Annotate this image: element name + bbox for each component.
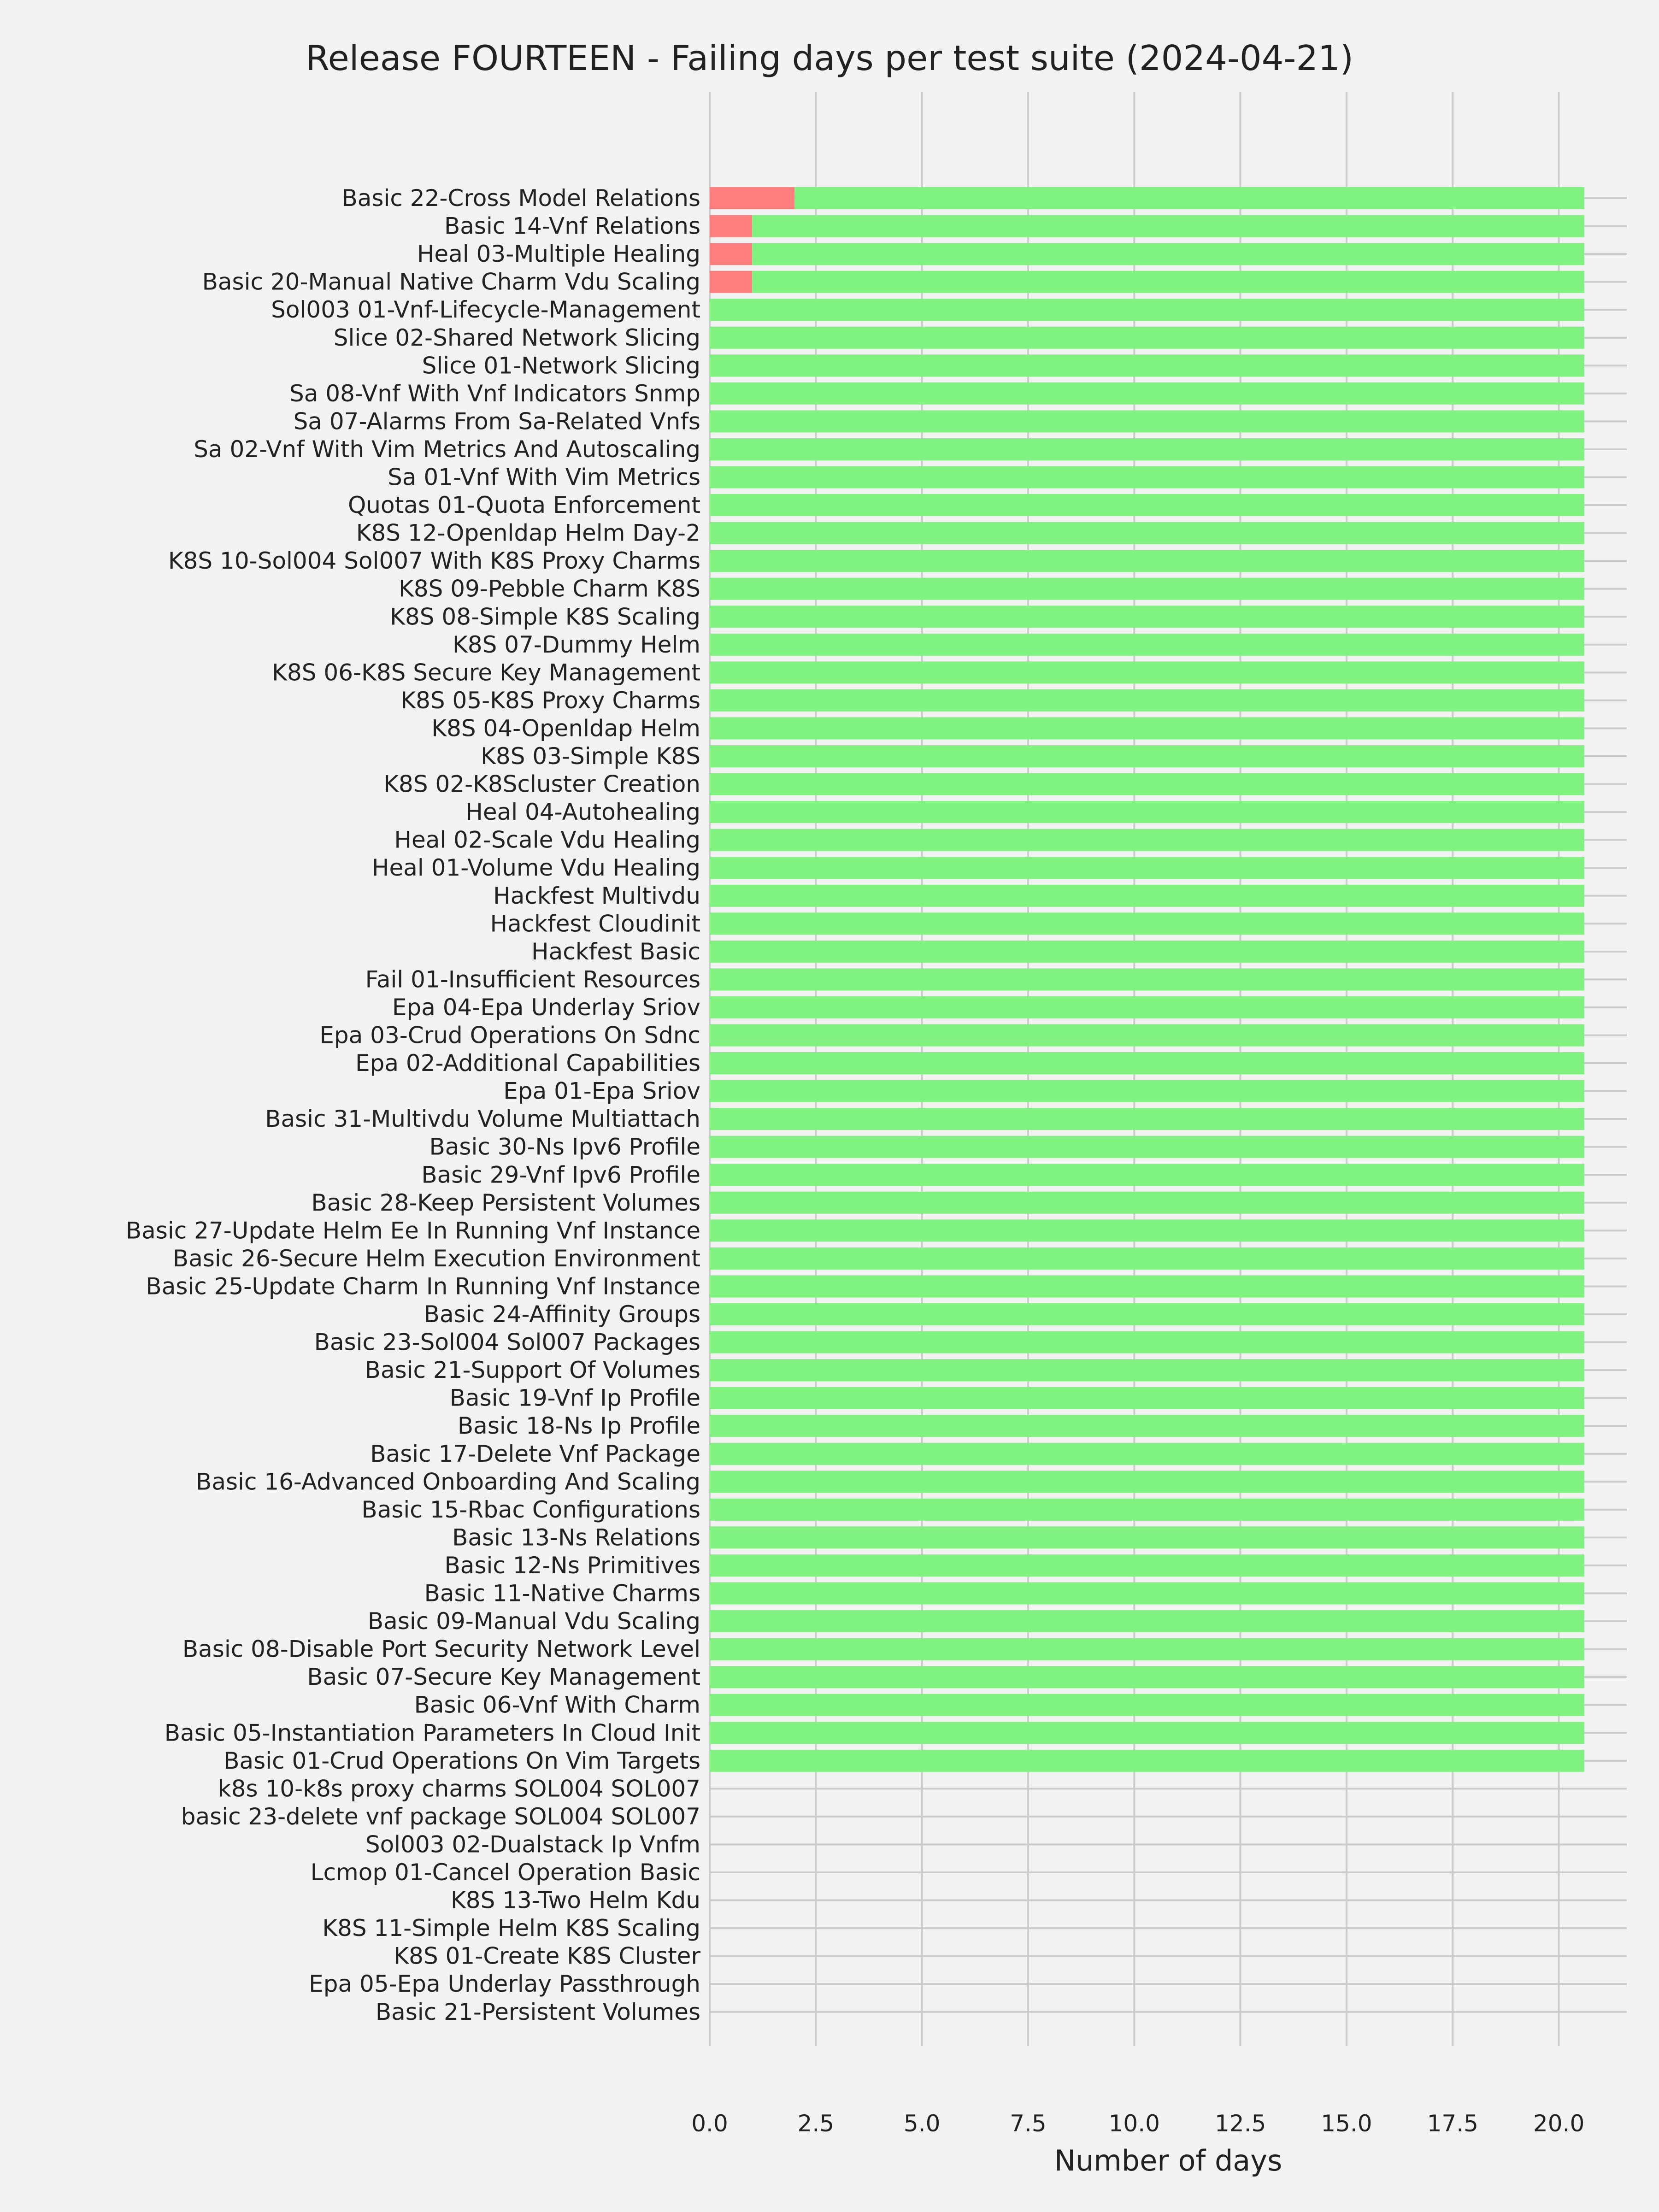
- category-label: Epa 05-Epa Underlay Passthrough: [309, 1971, 700, 1998]
- category-label: Epa 02-Additional Capabilities: [355, 1050, 700, 1077]
- bar-pass: [710, 717, 1584, 739]
- bar-pass: [710, 494, 1584, 516]
- bar-pass: [710, 968, 1584, 990]
- category-label: Sa 07-Alarms From Sa-Related Vnfs: [293, 408, 700, 435]
- x-tick-label: 15.0: [1321, 2110, 1372, 2137]
- category-label: Basic 14-Vnf Relations: [444, 212, 700, 240]
- category-label: Basic 22-Cross Model Relations: [341, 185, 700, 212]
- category-label: Quotas 01-Quota Enforcement: [347, 492, 700, 519]
- bar-pass: [710, 1471, 1584, 1493]
- category-label: Sa 01-Vnf With Vim Metrics: [388, 464, 700, 491]
- bar-pass: [710, 1164, 1584, 1186]
- category-label: Basic 19-Vnf Ip Profile: [449, 1384, 700, 1412]
- category-label: K8S 13-Two Helm Kdu: [450, 1887, 700, 1914]
- category-label: Hackfest Basic: [531, 938, 700, 965]
- category-label: K8S 02-K8Scluster Creation: [383, 771, 700, 798]
- x-tick-label: 7.5: [1010, 2110, 1047, 2137]
- category-label: K8S 10-Sol004 Sol007 With K8S Proxy Charms: [168, 547, 700, 575]
- category-label: Sol003 01-Vnf-Lifecycle-Management: [271, 296, 700, 324]
- x-tick-label: 20.0: [1533, 2110, 1585, 2137]
- bar-pass: [710, 299, 1584, 321]
- bar-pass: [710, 1526, 1584, 1548]
- bar-pass: [710, 1722, 1584, 1744]
- bar-fail: [710, 187, 794, 209]
- bar-pass: [710, 1080, 1584, 1102]
- bar-fail: [710, 271, 752, 293]
- bar-pass: [710, 1303, 1584, 1325]
- category-label: Heal 03-Multiple Healing: [417, 241, 700, 268]
- x-tick-label: 5.0: [903, 2110, 941, 2137]
- category-label: K8S 03-Simple K8S: [481, 743, 700, 770]
- bar-pass: [710, 1638, 1584, 1660]
- category-label: basic 23-delete vnf package SOL004 SOL007: [181, 1803, 700, 1830]
- bar-pass: [794, 187, 1584, 209]
- category-label: Basic 16-Advanced Onboarding And Scaling: [196, 1468, 700, 1495]
- bar-pass: [710, 1359, 1584, 1381]
- category-label: Basic 27-Update Helm Ee In Running Vnf Instance: [125, 1217, 700, 1244]
- bar-pass: [710, 438, 1584, 460]
- category-label: Basic 01-Crud Operations On Vim Targets: [224, 1747, 700, 1774]
- x-tick-label: 0.0: [691, 2110, 728, 2137]
- bar-pass: [710, 1136, 1584, 1158]
- category-label: Slice 01-Network Slicing: [422, 352, 700, 379]
- bar-pass: [710, 1610, 1584, 1632]
- bar-pass: [710, 1275, 1584, 1297]
- bar-pass: [710, 1666, 1584, 1688]
- category-label: K8S 01-Create K8S Cluster: [394, 1942, 700, 1970]
- bar-pass: [710, 466, 1584, 488]
- category-label: K8S 08-Simple K8S Scaling: [390, 603, 700, 630]
- bar-pass: [710, 857, 1584, 879]
- bar-pass: [710, 1052, 1584, 1074]
- bar-pass: [710, 606, 1584, 628]
- category-label: k8s 10-k8s proxy charms SOL004 SOL007: [218, 1775, 700, 1802]
- category-label: Basic 25-Update Charm In Running Vnf Instance: [146, 1273, 700, 1300]
- category-label: K8S 11-Simple Helm K8S Scaling: [322, 1915, 700, 1942]
- bar-pass: [710, 912, 1584, 935]
- bar-layer: [710, 187, 1584, 1772]
- category-label: Epa 01-Epa Sriov: [503, 1077, 700, 1105]
- bar-pass: [710, 1554, 1584, 1577]
- bar-pass: [710, 829, 1584, 851]
- bar-pass: [710, 410, 1584, 432]
- bar-pass: [710, 634, 1584, 656]
- category-label: Basic 07-Secure Key Management: [307, 1664, 700, 1691]
- bar-pass: [710, 801, 1584, 823]
- bar-pass: [710, 327, 1584, 349]
- category-label: Basic 29-Vnf Ipv6 Profile: [421, 1161, 700, 1188]
- x-tick-labels: [691, 2110, 1584, 2137]
- category-label: Basic 21-Persistent Volumes: [375, 1998, 700, 2025]
- x-tick-label: 17.5: [1427, 2110, 1478, 2137]
- bar-pass: [710, 1192, 1584, 1214]
- category-label: K8S 06-K8S Secure Key Management: [272, 659, 700, 686]
- bar-pass: [710, 382, 1584, 405]
- category-label: Epa 03-Crud Operations On Sdnc: [319, 1022, 700, 1049]
- bar-pass: [752, 243, 1584, 265]
- category-label: Basic 12-Ns Primitives: [444, 1552, 700, 1579]
- category-label: K8S 12-Openldap Helm Day-2: [356, 519, 700, 547]
- category-label: Basic 30-Ns Ipv6 Profile: [429, 1133, 700, 1160]
- category-label: Basic 20-Manual Native Charm Vdu Scaling: [202, 268, 700, 295]
- category-label: Slice 02-Shared Network Slicing: [333, 324, 700, 351]
- category-label: Basic 11-Native Charms: [424, 1580, 700, 1607]
- bar-pass: [752, 271, 1584, 293]
- x-tick-label: 2.5: [797, 2110, 835, 2137]
- bar-pass: [710, 885, 1584, 907]
- bar-pass: [710, 1387, 1584, 1409]
- bar-pass: [710, 1443, 1584, 1465]
- bar-pass: [710, 550, 1584, 572]
- x-axis-label: Number of days: [1054, 2144, 1282, 2177]
- category-label: Basic 08-Disable Port Security Network Level: [182, 1635, 700, 1663]
- bar-pass: [710, 1499, 1584, 1521]
- bar-pass: [710, 1694, 1584, 1716]
- bar-fail: [710, 243, 752, 265]
- category-label: Sol003 02-Dualstack Ip Vnfm: [365, 1831, 700, 1858]
- chart-title: Release FOURTEEN - Failing days per test suite (2024-04-21): [305, 38, 1354, 78]
- category-label: Basic 24-Affinity Groups: [424, 1301, 700, 1328]
- category-label: Basic 17-Delete Vnf Package: [370, 1440, 700, 1467]
- category-label: K8S 09-Pebble Charm K8S: [399, 575, 700, 602]
- category-label: Heal 01-Volume Vdu Healing: [371, 854, 700, 882]
- category-label: Sa 08-Vnf With Vnf Indicators Snmp: [289, 380, 700, 407]
- category-label: Basic 31-Multivdu Volume Multiattach: [265, 1106, 700, 1133]
- category-label: Fail 01-Insufficient Resources: [365, 966, 700, 993]
- category-label: Sa 02-Vnf With Vim Metrics And Autoscaling: [194, 435, 700, 463]
- bar-pass: [710, 745, 1584, 767]
- category-label: Basic 18-Ns Ip Profile: [457, 1412, 700, 1440]
- bar-fail: [710, 215, 752, 237]
- bar-pass: [710, 661, 1584, 683]
- category-label: Basic 13-Ns Relations: [452, 1524, 700, 1551]
- category-label: Basic 05-Instantiation Parameters In Cloud Init: [164, 1719, 700, 1747]
- bar-pass: [710, 1331, 1584, 1353]
- category-label: Basic 26-Secure Helm Execution Environment: [172, 1245, 700, 1272]
- category-label: Hackfest Cloudinit: [490, 910, 700, 937]
- bar-pass: [752, 215, 1584, 237]
- bar-pass: [710, 1247, 1584, 1270]
- category-label: Epa 04-Epa Underlay Sriov: [392, 994, 700, 1021]
- category-label: Heal 04-Autohealing: [465, 799, 700, 826]
- category-label: Basic 06-Vnf With Charm: [414, 1691, 700, 1718]
- category-label: Basic 09-Manual Vdu Scaling: [367, 1608, 700, 1635]
- category-label: Basic 28-Keep Persistent Volumes: [311, 1189, 700, 1216]
- bar-pass: [710, 1024, 1584, 1047]
- bar-pass: [710, 578, 1584, 600]
- category-label: Hackfest Multivdu: [493, 882, 700, 909]
- bar-pass: [710, 773, 1584, 795]
- x-tick-label: 10.0: [1108, 2110, 1160, 2137]
- bar-pass: [710, 1108, 1584, 1130]
- bar-pass: [710, 941, 1584, 963]
- bar-pass: [710, 689, 1584, 712]
- bar-pass: [710, 996, 1584, 1018]
- bar-pass: [710, 354, 1584, 377]
- category-label: K8S 04-Openldap Helm: [431, 715, 700, 742]
- bar-pass: [710, 1750, 1584, 1772]
- category-label: Heal 02-Scale Vdu Healing: [394, 826, 700, 853]
- category-label: K8S 07-Dummy Helm: [453, 631, 700, 658]
- category-label: Basic 23-Sol004 Sol007 Packages: [314, 1329, 700, 1356]
- bar-pass: [710, 1415, 1584, 1437]
- category-label: Lcmop 01-Cancel Operation Basic: [310, 1859, 700, 1886]
- bar-pass: [710, 1219, 1584, 1241]
- category-label: Basic 15-Rbac Configurations: [361, 1496, 700, 1523]
- category-label: Basic 21-Support Of Volumes: [365, 1357, 700, 1384]
- x-tick-label: 12.5: [1214, 2110, 1266, 2137]
- bar-pass: [710, 522, 1584, 544]
- bar-pass: [710, 1583, 1584, 1605]
- category-label: K8S 05-K8S Proxy Charms: [400, 687, 700, 714]
